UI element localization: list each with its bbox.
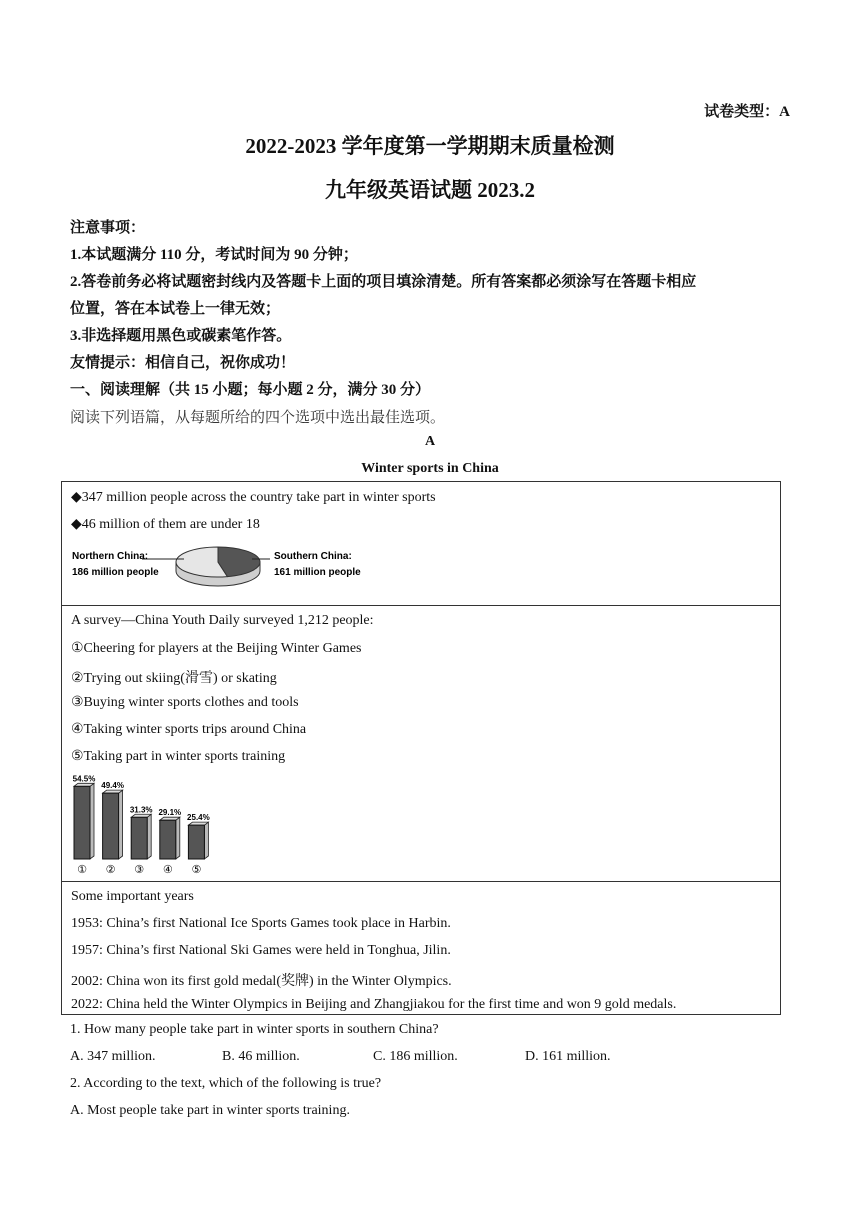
section-instruction: 阅读下列语篇，从每题所给的四个选项中选出最佳选项。 [70,410,446,426]
note-item-1: 1.本试题满分 110 分，考试时间为 90 分钟； [70,247,358,263]
notes-heading: 注意事项： [70,220,146,236]
pie-label-north-1: Northern China: [72,551,149,562]
bar-4 [160,820,176,859]
bar-value-label-1: 54.5% [72,774,96,784]
year-item-2002: 2002: China won its first gold medal(奖牌) in the Winter Olympics. [71,974,452,989]
survey-intro: A survey—China Youth Daily surveyed 1,212 people: [71,613,374,628]
bar-1 [74,786,90,859]
bar-value-label-4: 29.1% [158,808,182,818]
info-table [61,481,781,1015]
survey-item-3: ③Buying winter sports clothes and tools [71,695,299,710]
q2-option-a: A. Most people take part in winter sports training. [70,1103,350,1118]
bar-value-label-5: 25.4% [187,813,210,823]
table-row-years [62,881,780,1016]
survey-item-4: ④Taking winter sports trips around China [71,722,307,737]
note-item-3: 3.非选择题用黑色或碳素笔作答。 [70,328,292,344]
bar-2 [103,793,119,859]
q1-option-c: C. 186 million. [373,1049,458,1064]
bar-value-label-3: 31.3% [129,805,153,815]
exam-subtitle: 九年级英语试题 2023.2 [325,178,535,202]
bar-side-5 [204,822,208,859]
bar-category-label-4: ④ [162,863,173,876]
q1-option-b: B. 46 million. [222,1049,300,1064]
question-1: 1. How many people take part in winter sports in southern China? [70,1022,439,1037]
note-item-2-cont: 位置，答在本试卷上一律无效； [70,301,281,317]
survey-item-5: ⑤Taking part in winter sports training [71,749,286,764]
paper-type-label: 试卷类型：A [704,104,790,120]
question-2: 2. According to the text, which of the following is true? [70,1076,382,1091]
table-row-survey [62,605,780,881]
bar-3 [131,817,147,859]
stat-line-1: ◆347 million people across the country take part in winter sports [71,490,436,505]
bar-category-label-5: ⑤ [191,863,202,876]
table-row-stats [62,482,780,605]
bar-category-label-1: ① [77,863,87,876]
note-item-2: 2.答卷前务必将试题密封线内及答题卡上面的项目填涂清楚。所有答案都必须涂写在答题卡相应 [70,274,697,290]
passage-letter: A [424,434,436,449]
pie-graphic [176,547,260,586]
q1-option-d: D. 161 million. [525,1049,611,1064]
bar-side-3 [147,814,151,859]
bar-side-2 [119,790,123,859]
section-title: 一、阅读理解（共 15 小题；每小题 2 分，满分 30 分） [70,382,431,398]
survey-item-2: ②Trying out skiing(滑雪) or skating [71,671,277,686]
bar-5 [188,825,204,859]
q1-option-a: A. 347 million. [70,1049,156,1064]
pie-label-south-2: 161 million people [274,567,361,578]
stat-line-2: ◆46 million of them are under 18 [71,517,260,532]
bar-side-4 [176,817,180,859]
pie-label-south-1: Southern China: [274,551,352,562]
passage-title: Winter sports in China [361,461,499,476]
years-heading: Some important years [71,889,194,904]
friendly-tip: 友情提示：相信自己，祝你成功！ [70,355,296,371]
bar-chart [68,771,268,879]
bar-category-label-3: ③ [134,863,145,876]
survey-item-1: ①Cheering for players at the Beijing Winter Games [71,641,362,656]
bar-side-1 [90,783,94,859]
bar-value-label-2: 49.4% [101,781,124,791]
pie-label-north-2: 186 million people [72,567,159,578]
exam-title: 2022-2023 学年度第一学期期末质量检测 [245,134,615,158]
bar-category-label-2: ② [105,863,116,876]
year-item-1957: 1957: China’s first National Ski Games were held in Tonghua, Jilin. [71,943,451,958]
year-item-2022: 2022: China held the Winter Olympics in Beijing and Zhangjiakou for the first time and won 9 gold medals. [71,997,677,1012]
pie-chart [70,540,370,592]
year-item-1953: 1953: China’s first National Ice Sports Games took place in Harbin. [71,916,451,931]
